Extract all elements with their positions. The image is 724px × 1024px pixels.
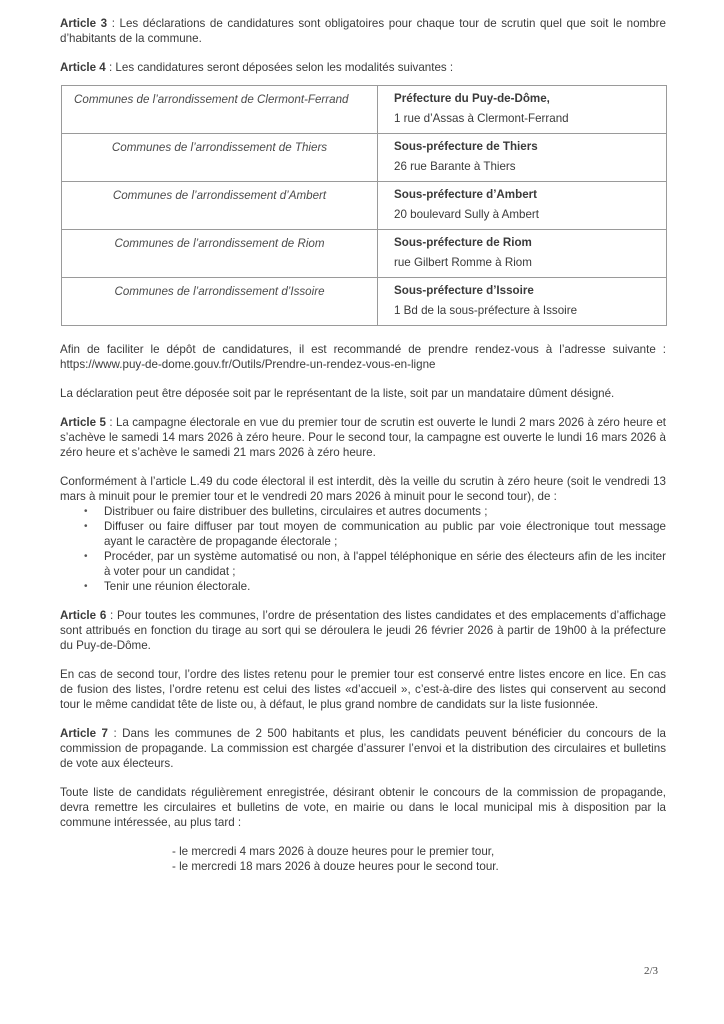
bullet-icon: • (84, 521, 88, 532)
list-item (84, 579, 666, 594)
deadline-second-round: - le mercredi 18 mars 2026 à douze heures pour le second tour. (172, 860, 499, 873)
article-5-label: Article 5 (60, 416, 106, 429)
article-6-label: Article 6 (60, 609, 107, 622)
office-cell (378, 86, 667, 134)
list-item-text: Diffuser ou faire diffuser par tout moyen de communication au public par voie électronique tout message ayant le caractère de propagande électorale ; (104, 520, 666, 548)
office-name: Sous-préfecture d’Issoire (394, 284, 534, 297)
table-row (62, 182, 667, 230)
article-7-label: Article 7 (60, 727, 108, 740)
appointment-text: Afin de faciliter le dépôt de candidatures, il est recommandé de prendre rendez-vous à l’adresse suivante : (60, 343, 666, 356)
office-cell (378, 230, 667, 278)
office-address: 20 boulevard Sully à Ambert (394, 208, 540, 221)
office-address: 1 Bd de la sous-préfecture à Issoire (394, 304, 578, 317)
office-address: rue Gilbert Romme à Riom (394, 256, 532, 269)
office-name: Sous-préfecture de Thiers (394, 140, 538, 153)
article-4-text: : Les candidatures seront déposées selon les modalités suivantes : (105, 61, 454, 74)
deadline-first-round: - le mercredi 4 mars 2026 à douze heures pour le premier tour, (172, 845, 495, 858)
office-name: Sous-préfecture d’Ambert (394, 188, 538, 201)
article-7 (60, 726, 666, 771)
arrondissement-cell: Communes de l’arrondissement de Thiers (62, 134, 378, 182)
arrondissement-cell: Communes de l’arrondissement d’Ambert (62, 182, 378, 230)
article-6 (60, 608, 666, 653)
appointment-paragraph (60, 342, 666, 372)
arrondissement-cell: Communes de l’arrondissement de Riom (62, 230, 378, 278)
article-3-label: Article 3 (60, 17, 108, 30)
deadlines-list (172, 844, 666, 874)
article-5-text: : La campagne électorale en vue du premier tour de scrutin est ouverte le lundi 2 mars 2026 à zéro heure et s’achève le samedi 14 mars 2026 à zéro heure. Pour le second tour, la campagne est ouverte le lundi 16 mars 2026 à zéro heure et s’achève le samedi 21 mars 2026 à zéro heure. (60, 416, 666, 459)
appointment-url[interactable]: https://www.puy-de-dome.gouv.fr/Outils/Prendre-un-rendez-vous-en-ligne (60, 358, 436, 371)
arrondissement-cell: Communes de l’arrondissement de Clermont-Ferrand (62, 86, 378, 134)
bullet-icon: • (84, 581, 88, 592)
arrondissement-cell: Communes de l’arrondissement d’Issoire (62, 278, 378, 326)
table-row (62, 230, 667, 278)
office-name: Sous-préfecture de Riom (394, 236, 532, 249)
office-cell (378, 134, 667, 182)
list-item (84, 549, 666, 579)
list-item (84, 519, 666, 549)
submission-paragraph: Toute liste de candidats régulièrement enregistrée, désirant obtenir le concours de la commission de propagande, devra remettre les circulaires et bulletins de vote, en mairie ou dans le local municipal mis à disposition par la commune intéressée, au plus tard : (60, 786, 666, 829)
article-3-text: : Les déclarations de candidatures sont obligatoires pour chaque tour de scrutin quel que soit le nombre d’habitants de la commune. (60, 17, 666, 45)
table-row (62, 134, 667, 182)
deposit-locations-table (61, 85, 667, 326)
table-row (62, 278, 667, 326)
list-item-text: Tenir une réunion électorale. (104, 580, 251, 593)
article-7-text: : Dans les communes de 2 500 habitants et plus, les candidats peuvent bénéficier du concours de la commission de propagande. La commission est chargée d’assurer l’envoi et la distribution des circulaires et bulletins de vote aux électeurs. (60, 727, 666, 770)
office-address: 26 rue Barante à Thiers (394, 160, 516, 173)
office-cell (378, 182, 667, 230)
office-cell (378, 278, 667, 326)
document-page (60, 16, 666, 874)
list-item-text: Procéder, par un système automatisé ou non, à l'appel téléphonique en série des électeurs afin de les inciter à voter pour un candidat ; (104, 550, 666, 578)
bullet-icon: • (84, 551, 88, 562)
list-item-text: Distribuer ou faire distribuer des bulletins, circulaires et autres documents ; (104, 505, 488, 518)
office-name: Préfecture du Puy-de-Dôme, (394, 92, 550, 105)
article-6-text: : Pour toutes les communes, l’ordre de présentation des listes candidates et des emplacements d’affichage sont attribués en fonction du tirage au sort qui se déroulera le jeudi 26 février 2026 à partir de 19h00 à la préfecture du Puy-de-Dôme. (60, 609, 666, 652)
prohibition-intro: Conformément à l’article L.49 du code électoral il est interdit, dès la veille du scrutin à zéro heure (soit le vendredi 13 mars à minuit pour le premier tour et le vendredi 20 mars 2026 à minuit pour le second tour), de : (60, 475, 666, 503)
article-5 (60, 415, 666, 460)
bullet-icon: • (84, 506, 88, 517)
table-row (62, 86, 667, 134)
second-round-paragraph: En cas de second tour, l’ordre des listes retenu pour le premier tour est conservé entre listes encore en lice. En cas de fusion des listes, l’ordre retenu est celui des listes «d’accueil », c’est-à-dire des listes qui conservent au second tour le même candidat tête de liste ou, à défaut, le plus grand nombre de candidats sur la liste fusionnée. (60, 668, 666, 711)
office-address: 1 rue d’Assas à Clermont-Ferrand (394, 112, 569, 125)
article-4 (60, 60, 666, 75)
article-4-label: Article 4 (60, 61, 106, 74)
page-number: 2/3 (644, 965, 659, 977)
article-3 (60, 16, 666, 46)
prohibitions-list (60, 504, 666, 594)
deposit-paragraph: La déclaration peut être déposée soit par le représentant de la liste, soit par un mandataire dûment désigné. (60, 387, 615, 400)
list-item (84, 504, 666, 519)
